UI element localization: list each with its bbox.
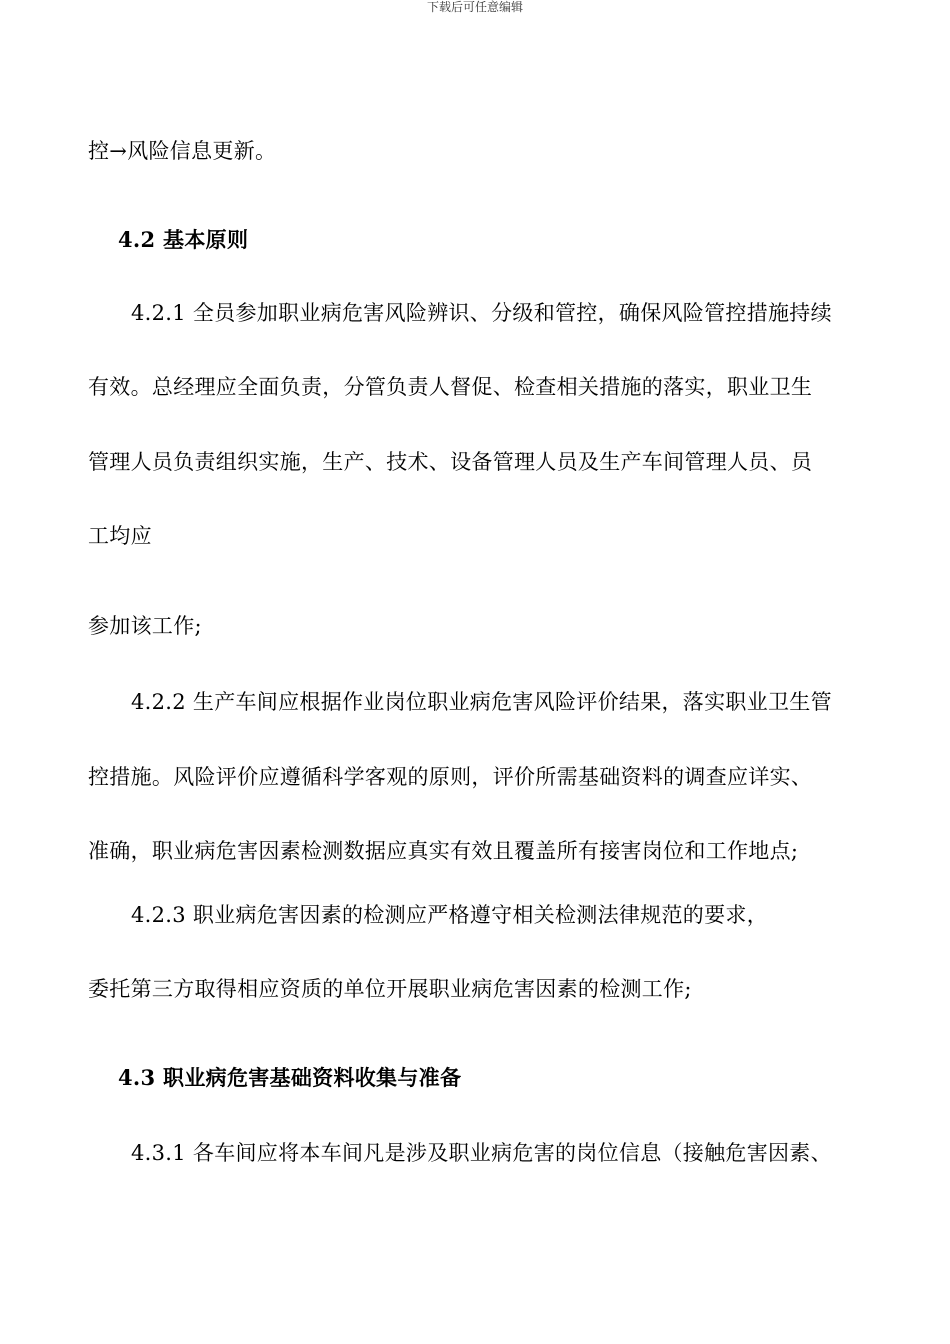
paragraph-line: 有效。总经理应全面负责，分管负责人督促、检查相关措施的落实，职业卫生	[88, 375, 813, 399]
paragraph-line: 4.2.2 生产车间应根据作业岗位职业病危害风险评价结果，落实职业卫生管	[131, 690, 832, 714]
paragraph-line: 准确，职业病危害因素检测数据应真实有效且覆盖所有接害岗位和工作地点;	[88, 839, 799, 863]
paragraph-line: 4.2.1 全员参加职业病危害风险辨识、分级和管控，确保风险管控措施持续	[131, 301, 832, 325]
paragraph-line: 控→风险信息更新。	[88, 139, 277, 163]
paragraph-line: 工均应	[88, 524, 152, 548]
header-note: 下载后可任意编辑	[426, 0, 523, 14]
section-heading-4-2: 4.2 基本原则	[118, 227, 249, 252]
section-heading-4-3: 4.3 职业病危害基础资料收集与准备	[118, 1065, 462, 1090]
paragraph-line: 参加该工作;	[88, 614, 202, 638]
paragraph-line: 委托第三方取得相应资质的单位开展职业病危害因素的检测工作;	[88, 977, 692, 1001]
paragraph-line: 4.3.1 各车间应将本车间凡是涉及职业病危害的岗位信息（接触危害因素、	[131, 1141, 832, 1165]
paragraph-line: 4.2.3 职业病危害因素的检测应严格遵守相关检测法律规范的要求，	[131, 903, 769, 927]
paragraph-line: 控措施。风险评价应遵循科学客观的原则，评价所需基础资料的调查应详实、	[88, 765, 813, 789]
paragraph-line: 管理人员负责组织实施，生产、技术、设备管理人员及生产车间管理人员、员	[88, 450, 813, 474]
